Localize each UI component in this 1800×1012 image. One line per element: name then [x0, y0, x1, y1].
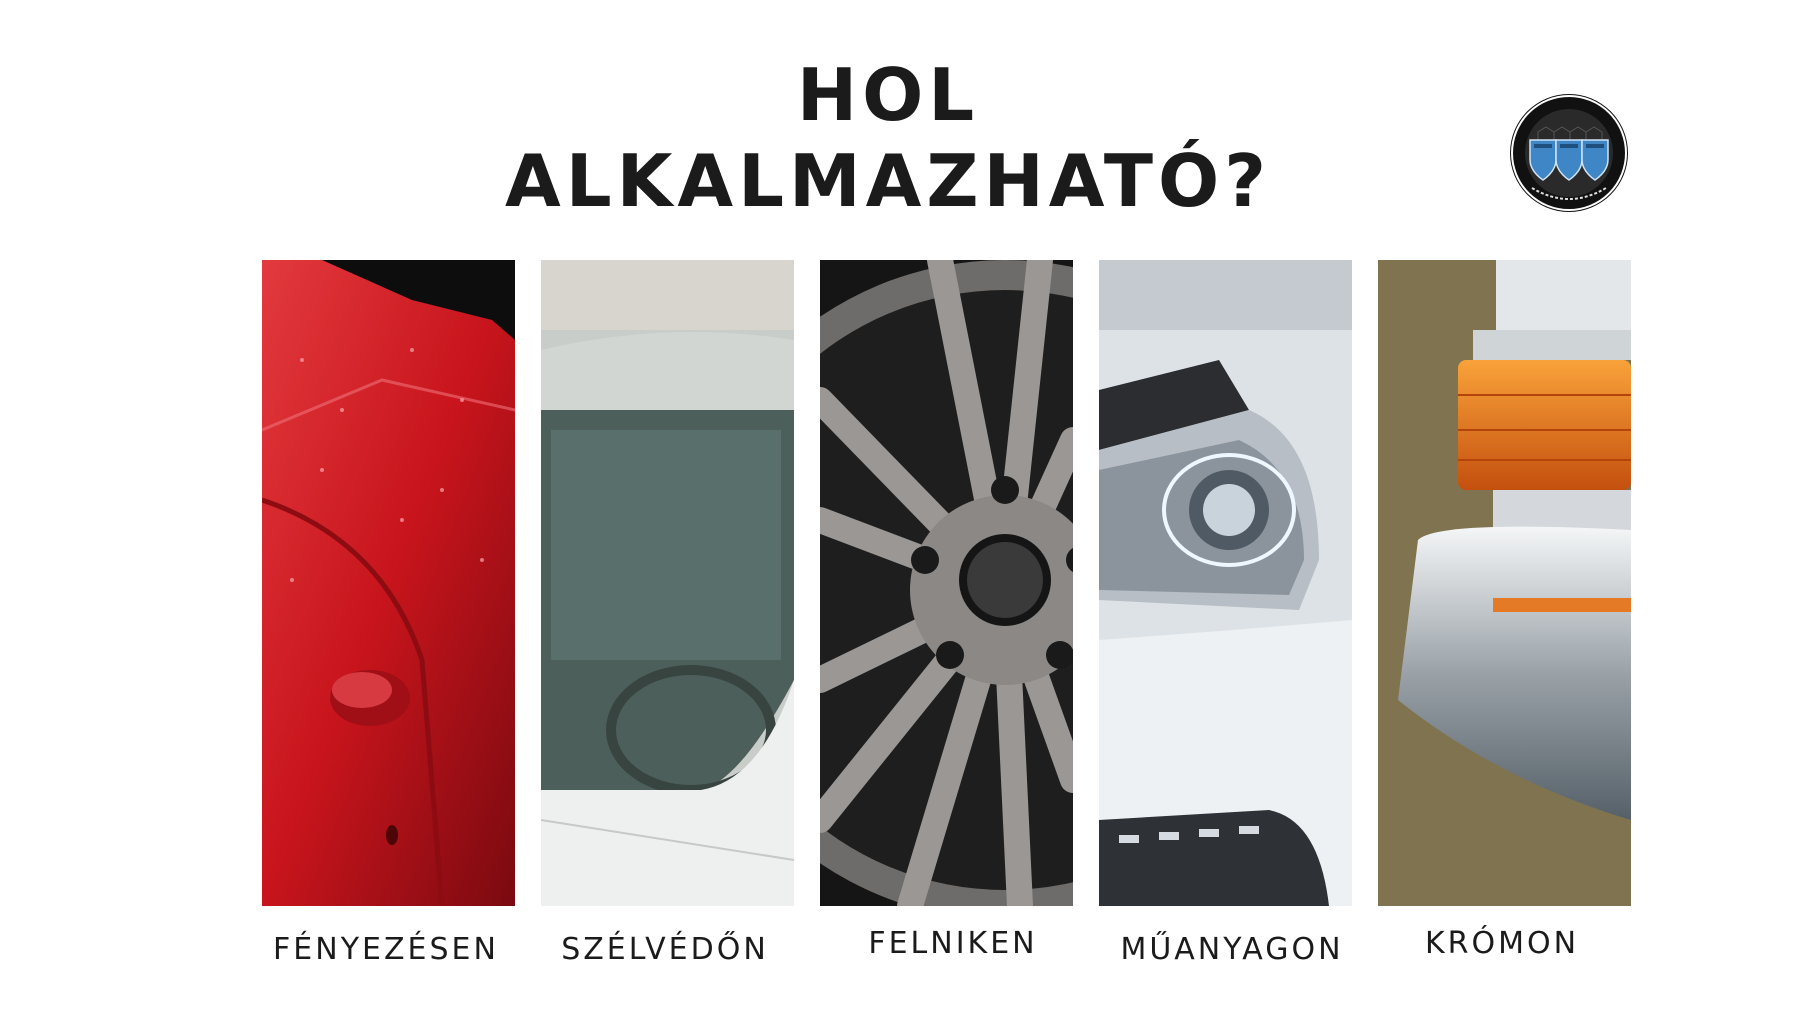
red-car-paint-image: [262, 260, 515, 906]
panel-plastic: [1099, 260, 1352, 906]
shield-badge-logo-icon: [1508, 92, 1630, 214]
panel-windshield: [541, 260, 794, 906]
panel-paint: [262, 260, 515, 906]
brand-logo: [1508, 92, 1630, 214]
label-chrome: KRÓMON: [1424, 926, 1580, 961]
panel-chrome: [1378, 260, 1631, 906]
car-windshield-image: [541, 260, 794, 906]
title-line-2: ALKALMAZHATÓ?: [504, 139, 1272, 223]
title-line-1: HOL: [796, 53, 980, 137]
label-rim: FELNIKEN: [868, 926, 1038, 961]
label-plastic: MŰANYAGON: [1120, 932, 1344, 967]
label-paint: FÉNYEZÉSEN: [273, 932, 499, 967]
label-windshield: SZÉLVÉDŐN: [561, 932, 769, 967]
panel-rim: [820, 260, 1073, 906]
white-car-headlight-image: [1099, 260, 1352, 906]
chrome-bumper-image: [1378, 260, 1631, 906]
alloy-wheel-image: [820, 260, 1073, 906]
